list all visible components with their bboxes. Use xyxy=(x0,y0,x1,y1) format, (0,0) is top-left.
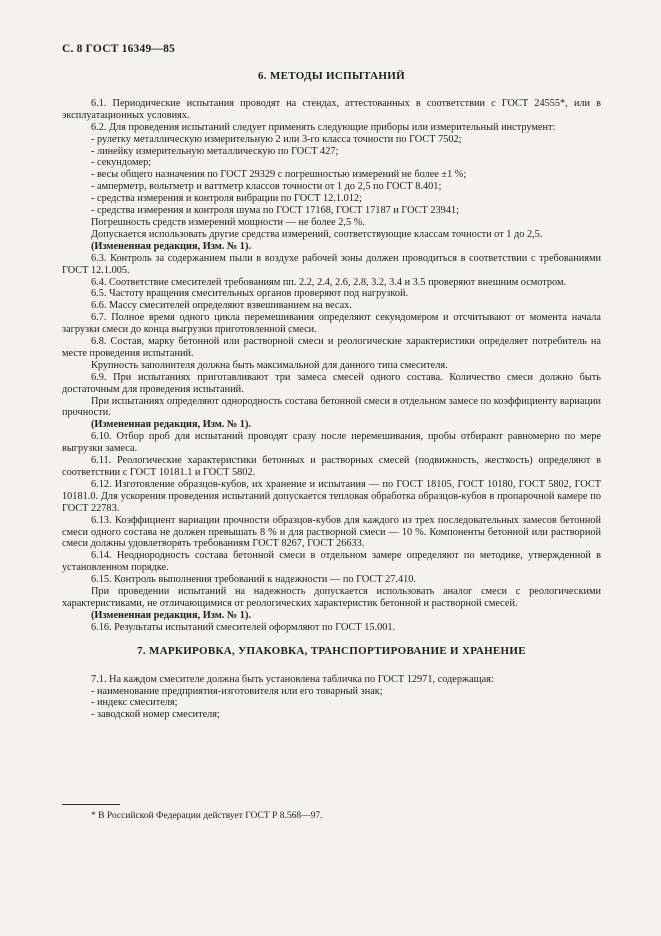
paragraph: 6.8. Состав, марку бетонной или растворной смеси и реологические характеристики определяет потребитель на месте проведения испытаний. xyxy=(62,336,601,359)
footnote: * В Российской Федерации действует ГОСТ Р 8.568—97. xyxy=(91,811,323,821)
paragraph: 6.4. Соответствие смесителей требованиям пп. 2.2, 2.4, 2.6, 2.8, 3.2, 3.4 и 3.5 проверяют внешним осмотром. xyxy=(91,276,567,288)
section-6-title: 6. МЕТОДЫ ИСПЫТАНИЙ xyxy=(258,70,405,82)
list-item: - рулетку металлическую измерительную 2 или 3-го класса точности по ГОСТ 7502; xyxy=(91,133,462,145)
amendment-note: (Измененная редакция, Изм. № 1). xyxy=(91,240,251,252)
paragraph: 6.13. Коэффициент вариации прочности образцов-кубов для каждого из трех последовательных замесов бетонной смеси одного состава не должен превышать 8 % и для растворной смеси — 10 %. Компоненты бетонной или растворной смеси должны удовлетворять требованиям ГОСТ 8267, ГОСТ 26633. xyxy=(62,514,601,550)
footnote-divider xyxy=(62,804,120,805)
paragraph: 6.6. Массу смесителей определяют взвешиванием на весах. xyxy=(91,300,352,312)
page-body xyxy=(62,71,601,721)
list-item: - линейку измерительную металлическую по ГОСТ 427; xyxy=(91,145,339,157)
list-item: Погрешность средств измерений мощности — не более 2,5 %. xyxy=(91,216,365,228)
section-7-body xyxy=(62,674,601,722)
paragraph: 6.16. Результаты испытаний смесителей оформляют по ГОСТ 15.001. xyxy=(91,621,396,633)
paragraph: 6.10. Отбор проб для испытаний проводят сразу после перемешивания, пробы отбирают равномерно по мере выгрузки замеса. xyxy=(62,431,601,455)
paragraph: 6.1. Периодические испытания проводят на стендах, аттестованных в соответствии с ГОСТ 24555*, или в эксплуатационных условиях. xyxy=(62,97,601,121)
amendment-note: (Измененная редакция, Изм. № 1). xyxy=(91,419,251,431)
list-item: - весы общего назначения по ГОСТ 29329 с погрешностью измерений не более ±1 %; xyxy=(91,169,467,181)
paragraph: 6.2. Для проведения испытаний следует применять следующие приборы или измерительный инструмент: xyxy=(91,121,556,133)
paragraph: При испытаниях определяют однородность состава бетонной смеси в отдельном замесе по коэффициенту вариации прочности. xyxy=(62,395,601,419)
list-item: - средства измерения и контроля шума по ГОСТ 17168, ГОСТ 17187 и ГОСТ 23941; xyxy=(91,205,459,217)
paragraph: 6.12. Изготовление образцов-кубов, их хранение и испытания — по ГОСТ 18105, ГОСТ 10180, ГОСТ 5802, ГОСТ 10181.0. Для ускорения проведения испытаний допускается тепловая обработка образцов-кубов в пропарочной камере по ГОСТ 22783. xyxy=(62,478,601,514)
paragraph: 6.14. Неоднородность состава бетонной смеси в отдельном замере определяют по методике, утвержденной в установленном порядке. xyxy=(62,550,601,574)
amendment-note: (Измененная редакция, Изм. № 1). xyxy=(91,609,251,621)
list-item: - амперметр, вольтметр и ваттметр классов точности от 1 до 2,5 по ГОСТ 8.401; xyxy=(91,181,442,193)
paragraph: 6.5. Частоту вращения смесительных органов проверяют под нагрузкой. xyxy=(91,288,409,300)
list-item: - наименование предприятия-изготовителя или его товарный знак; xyxy=(91,685,383,697)
paragraph: Крупность заполнителя должна быть максимальной для данного типа смесителя. xyxy=(91,359,448,371)
page-header: С. 8 ГОСТ 16349—85 xyxy=(62,43,175,55)
list-item: - средства измерения и контроля вибрации по ГОСТ 12.1.012; xyxy=(91,193,362,205)
list-item: - заводской номер смесителя; xyxy=(91,709,220,721)
paragraph: 6.3. Контроль за содержанием пыли в воздухе рабочей зоны должен проводиться в соответствии с требованиями ГОСТ 12.1.005. xyxy=(62,252,601,276)
section-7-title: 7. МАРКИРОВКА, УПАКОВКА, ТРАНСПОРТИРОВАНИЕ И ХРАНЕНИЕ xyxy=(137,644,526,657)
section-6-body xyxy=(62,98,601,634)
paragraph: 6.11. Реологические характеристики бетонных и растворных смесей (подвижность, жесткость) определяют в соответствии с ГОСТ 10181.1 и ГОСТ 5802. xyxy=(62,455,601,478)
list-item: - секундомер; xyxy=(91,157,152,169)
list-item: - индекс смесителя; xyxy=(91,697,178,709)
paragraph: 6.7. Полное время одного цикла перемешивания определяют секундомером и отсчитывают от момента начала загрузки смеси до конца выгрузки приготовленной смеси. xyxy=(62,312,601,336)
paragraph: 7.1. На каждом смесителе должна быть установлена табличка по ГОСТ 12971, содержащая: xyxy=(91,673,494,685)
paragraph: Допускается использовать другие средства измерений, соответствующие классам точности от 1 до 2,5. xyxy=(91,228,543,240)
paragraph: При проведении испытаний на надежность допускается использовать аналог смеси с реологическими характеристиками, не отличающимися от реологических характеристик бетонной и растворной смесей. xyxy=(62,586,601,609)
paragraph: 6.9. При испытаниях приготавливают три замеса смесей одного состава. Количество смеси должно быть достаточным для проведения испытаний. xyxy=(62,371,601,395)
paragraph: 6.15. Контроль выполнения требований к надежности — по ГОСТ 27.410. xyxy=(91,574,417,586)
